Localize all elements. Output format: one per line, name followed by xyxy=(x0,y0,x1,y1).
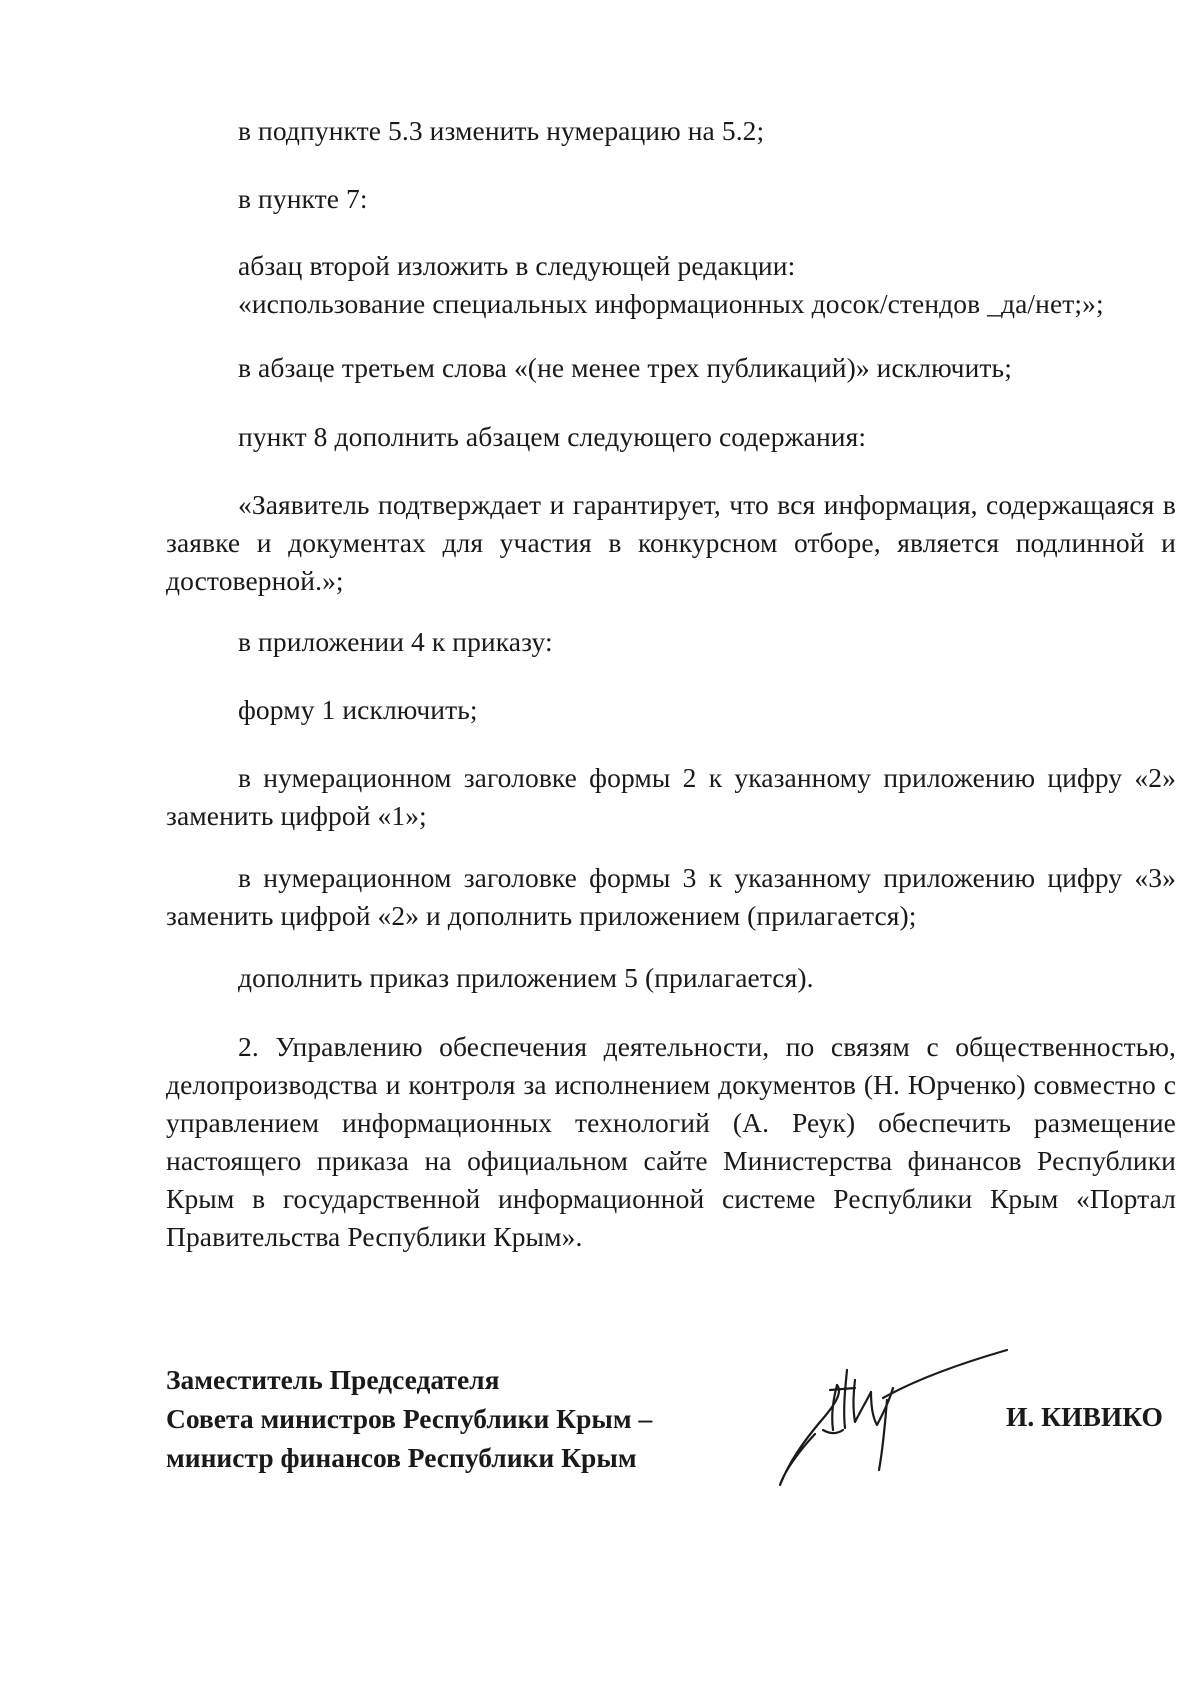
paragraph-line: абзац второй изложить в следующей редакции: xyxy=(238,250,796,281)
signatory-name: И. КИВИКО xyxy=(1006,1401,1163,1432)
paragraph-text: в пункте 7: xyxy=(238,183,368,214)
paragraph xyxy=(166,349,1176,387)
paragraph xyxy=(166,691,1176,729)
paragraph xyxy=(166,859,1176,935)
paragraph-text: пункт 8 дополнить абзацем следующего содержания: xyxy=(238,421,867,452)
paragraph-text xyxy=(166,247,1176,323)
paragraph-text: дополнить приказ приложением 5 (прилагается). xyxy=(238,962,814,993)
paragraph xyxy=(166,418,1176,456)
paragraph xyxy=(166,112,1176,150)
paragraph-text: форму 1 исключить; xyxy=(238,694,478,725)
paragraph-line: «использование специальных информационных досок/стендов _да/нет;»; xyxy=(238,288,1104,319)
signatory-title-line: Совета министров Республики Крым – xyxy=(166,1403,653,1434)
paragraph-text: «Заявитель подтверждает и гарантирует, что вся информация, содержащаяся в заявке и документах для участия в конкурсном отборе, является подлинной и достоверной.»; xyxy=(166,489,1176,596)
signatory-title xyxy=(166,1360,686,1477)
paragraph-text: в нумерационном заголовке формы 2 к указанному приложению цифру «2» заменить цифрой «1»; xyxy=(166,762,1176,831)
paragraph xyxy=(166,1028,1176,1256)
handwritten-signature xyxy=(775,1330,1015,1490)
paragraph xyxy=(166,959,1176,997)
signatory-title-line: Заместитель Председателя xyxy=(166,1364,500,1395)
paragraph-text: в абзаце третьем слова «(не менее трех публикаций)» исключить; xyxy=(238,352,1012,383)
paragraph xyxy=(166,759,1176,835)
paragraph-text: 2. Управлению обеспечения деятельности, по связям с общественностью, делопроизводства и контроля за исполнением документов (Н. Юрченко) совместно с управлением информационных технологий (А. Реук) обеспечить размещение настоящего приказа на официальном сайте Министерства финансов Республики Крым в государственной информационной системе Республики Крым «Портал Правительства Республики Крым». xyxy=(166,1031,1176,1252)
paragraph xyxy=(166,247,1176,323)
paragraph xyxy=(166,486,1176,600)
paragraph-text: в нумерационном заголовке формы 3 к указанному приложению цифру «3» заменить цифрой «2» и дополнить приложением (прилагается); xyxy=(166,862,1176,931)
paragraph-text: в подпункте 5.3 изменить нумерацию на 5.2; xyxy=(238,115,765,146)
paragraph xyxy=(166,180,1176,218)
signatory-title-line: министр финансов Республики Крым xyxy=(166,1442,637,1473)
paragraph xyxy=(166,623,1176,661)
paragraph-text: в приложении 4 к приказу: xyxy=(238,626,553,657)
